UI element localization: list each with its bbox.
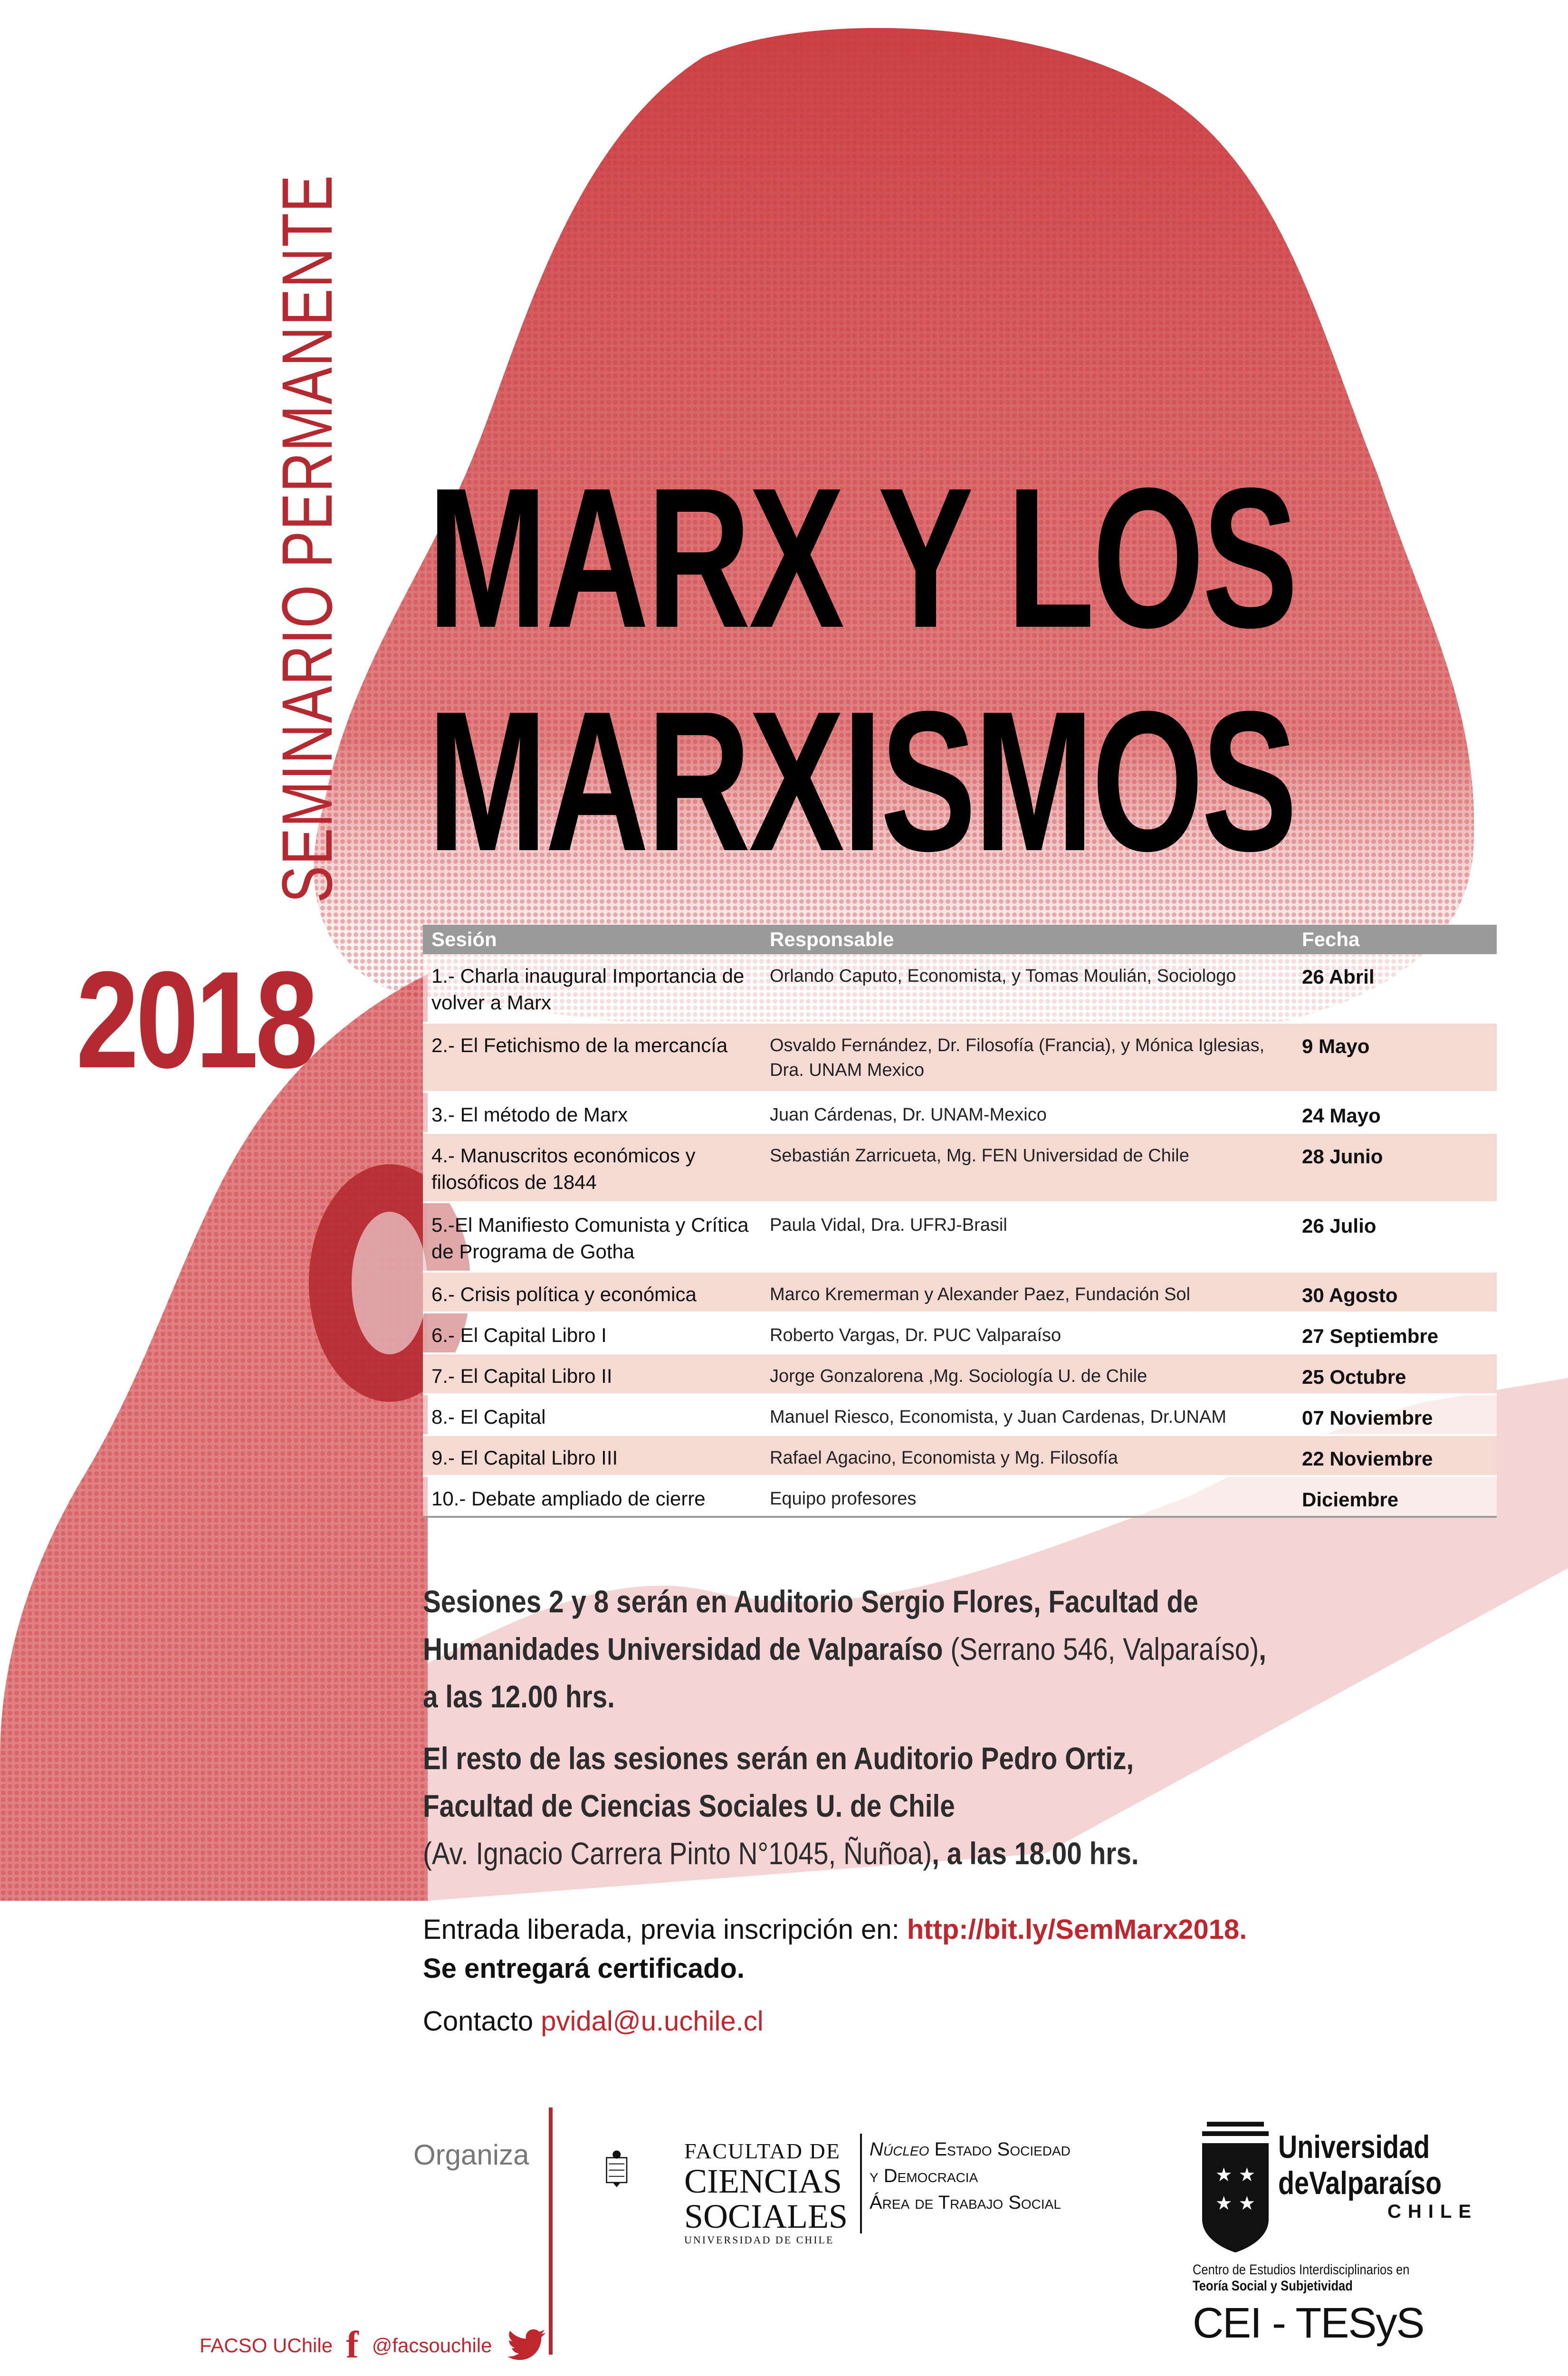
responsible-cell: Jorge Gonzalorena ,Mg. Sociología U. de Chile [770, 1366, 1147, 1386]
session-cell: 1.- Charla inaugural Importancia de volver a Marx [431, 965, 745, 1014]
session-cell: 10.- Debate ampliado de cierre [431, 1487, 706, 1510]
footer-divider [549, 2108, 553, 2355]
table-row [423, 1024, 1497, 1093]
header-responsible: Responsable [770, 928, 894, 950]
cei-line1: Centro de Estudios Interdisciplinarios en [1193, 2262, 1410, 2278]
year-label: 2018 [76, 943, 315, 1097]
date-cell: 28 Junio [1302, 1145, 1383, 1168]
logo-separator [860, 2134, 862, 2233]
nucleo-line1: Estado Sociedad [934, 2139, 1071, 2160]
uv-shield-logo [1193, 2110, 1278, 2262]
session-cell: 2.- El Fetichismo de la mercancía [431, 1034, 728, 1056]
session-cell: 5.-El Manifiesto Comunista y Crítica de Programa de Gotha [431, 1214, 749, 1263]
session-cell: 7.- El Capital Libro II [431, 1365, 612, 1387]
nucleo-name [870, 2136, 1071, 2216]
date-cell: 22 Noviembre [1302, 1447, 1433, 1470]
registration-link[interactable]: http://bit.ly/SemMarx2018. [907, 1914, 1247, 1945]
date-cell: 25 Octubre [1302, 1366, 1406, 1388]
table-row [423, 1273, 1497, 1313]
date-cell: 27 Septiembre [1302, 1325, 1439, 1347]
table-row [423, 1203, 1497, 1273]
certificate-note: Se entregará certificado. [423, 1953, 745, 1984]
responsible-cell: Orlando Caputo, Economista, y Tomas Moulián, Sociologo [770, 966, 1236, 986]
contact-label: Contacto [423, 2006, 534, 2037]
responsible-cell: Roberto Vargas, Dr. PUC Valparaíso [770, 1325, 1061, 1345]
table-row [423, 1395, 1497, 1436]
cei-line2: Teoría Social y Subjetividad [1193, 2278, 1353, 2294]
session-cell: 9.- El Capital Libro III [431, 1447, 618, 1469]
facso-line1: FACULTAD DE [684, 2139, 841, 2163]
twitter-icon[interactable] [505, 2328, 548, 2363]
table-row [423, 1354, 1497, 1395]
nucleo-line3: Área de Trabajo Social [870, 2192, 1061, 2213]
venue1-line1: Sesiones 2 y 8 serán en Auditorio Sergio Flores, Facultad de [423, 1584, 1198, 1619]
table-row [423, 1313, 1497, 1354]
venue2-line2: Facultad de Ciencias Sociales U. de Chile [423, 1788, 955, 1823]
responsible-cell: Marco Kremerman y Alexander Paez, Fundación Sol [770, 1284, 1190, 1304]
date-cell: Diciembre [1302, 1488, 1399, 1511]
session-cell: 8.- El Capital [431, 1406, 546, 1428]
date-cell: 26 Abril [1302, 966, 1375, 988]
social-handle[interactable]: @facsouchile [372, 2334, 492, 2357]
cei-tesys-block [1193, 2262, 1448, 2348]
responsible-cell: Osvaldo Fernández, Dr. Filosofía (Francia), y Mónica Iglesias, Dra. UNAM Mexico [770, 1035, 1265, 1080]
date-cell: 26 Julio [1302, 1215, 1377, 1237]
responsible-cell: Rafael Agacino, Economista y Mg. Filosofía [770, 1448, 1118, 1468]
facso-crest-logo [603, 2110, 684, 2233]
seminario-permanente-label: SEMINARIO PERMANENTE [267, 174, 347, 903]
responsible-cell: Sebastián Zarricueta, Mg. FEN Universidad de Chile [770, 1146, 1189, 1166]
facso-uchile-label: FACSO UChile [200, 2334, 333, 2357]
session-cell: 6.- El Capital Libro I [431, 1324, 607, 1346]
date-cell: 9 Mayo [1302, 1035, 1370, 1057]
date-cell: 07 Noviembre [1302, 1407, 1433, 1429]
contact-info [423, 2005, 764, 2037]
table-row [423, 954, 1497, 1024]
nucleo-line2: y Democracia [870, 2165, 978, 2186]
venue1-address: (Serrano 546, Valparaíso) [950, 1631, 1259, 1667]
social-links [200, 2324, 548, 2367]
contact-email-link[interactable]: pvidal@u.uchile.cl [541, 2006, 764, 2037]
header-session: Sesión [431, 928, 497, 950]
svg-text:★ ★: ★ ★ [1215, 2164, 1256, 2186]
svg-text:★ ★: ★ ★ [1215, 2193, 1256, 2214]
schedule-header-row [423, 925, 1497, 954]
table-row [423, 1134, 1497, 1203]
responsible-cell: Paula Vidal, Dra. UFRJ-Brasil [770, 1215, 1007, 1235]
header-date: Fecha [1302, 928, 1360, 950]
registration-info [423, 1910, 1530, 1988]
uv-name [1278, 2129, 1478, 2223]
responsible-cell: Juan Cárdenas, Dr. UNAM-Mexico [770, 1105, 1047, 1125]
session-cell: 3.- El método de Marx [431, 1103, 628, 1126]
table-row [423, 1093, 1497, 1134]
table-row [423, 1477, 1497, 1518]
session-cell: 4.- Manuscritos económicos y filosóficos de 1844 [431, 1144, 696, 1193]
organiza-label: Organiza [413, 2139, 529, 2171]
registration-text: Entrada liberada, previa inscripción en: [423, 1914, 899, 1945]
uv-line1: Universidad [1278, 2129, 1430, 2165]
facso-name [684, 2138, 848, 2246]
facso-line2: CIENCIAS [684, 2162, 842, 2200]
nucleo-prefix: Núcleo [870, 2139, 929, 2160]
venue2-time: , a las 18.00 hrs. [932, 1836, 1139, 1871]
session-cell: 6.- Crisis política y económica [431, 1283, 697, 1305]
venue-info: Sesiones 2 y 8 serán en Auditorio Sergio Flores, Facultad de Humanidades Universidad de Valparaíso (Serrano 546, Valparaíso), a las 12.00 hrs. El resto de las sesiones serán en Auditorio Pedro Ortiz, Facultad de Ciencias Sociales U. de Chile (Av. Ignacio Carrera Pinto N°1045, Ñuñoa), a las 18.00 hrs. [423, 1578, 1516, 1877]
schedule-table [423, 925, 1497, 1518]
facso-line4: UNIVERSIDAD DE CHILE [684, 2234, 834, 2246]
date-cell: 24 Mayo [1302, 1104, 1381, 1127]
venue1-line2: Humanidades Universidad de Valparaíso [423, 1631, 943, 1667]
responsible-cell: Manuel Riesco, Economista, y Juan Cardenas, Dr.UNAM [770, 1407, 1226, 1427]
facebook-icon[interactable]: f [346, 2324, 359, 2366]
venue1-time: a las 12.00 hrs. [423, 1679, 615, 1714]
uv-line2: deValparaíso [1278, 2165, 1442, 2201]
facso-line3: SOCIALES [684, 2197, 848, 2235]
venue2-line1: El resto de las sesiones serán en Auditorio Pedro Ortiz, [423, 1741, 1134, 1776]
cei-line3: CEI - TESyS [1193, 2299, 1424, 2347]
title-line-2: MARXISMOS [428, 670, 1296, 893]
date-cell: 30 Agosto [1302, 1284, 1398, 1306]
table-row [423, 1436, 1497, 1477]
title-line-1: MARX Y LOS [428, 447, 1296, 670]
uv-line3: CHILE [1387, 2201, 1478, 2222]
responsible-cell: Equipo profesores [770, 1489, 917, 1509]
venue2-address: (Av. Ignacio Carrera Pinto N°1045, Ñuñoa) [423, 1836, 932, 1871]
page-title [428, 447, 1530, 893]
